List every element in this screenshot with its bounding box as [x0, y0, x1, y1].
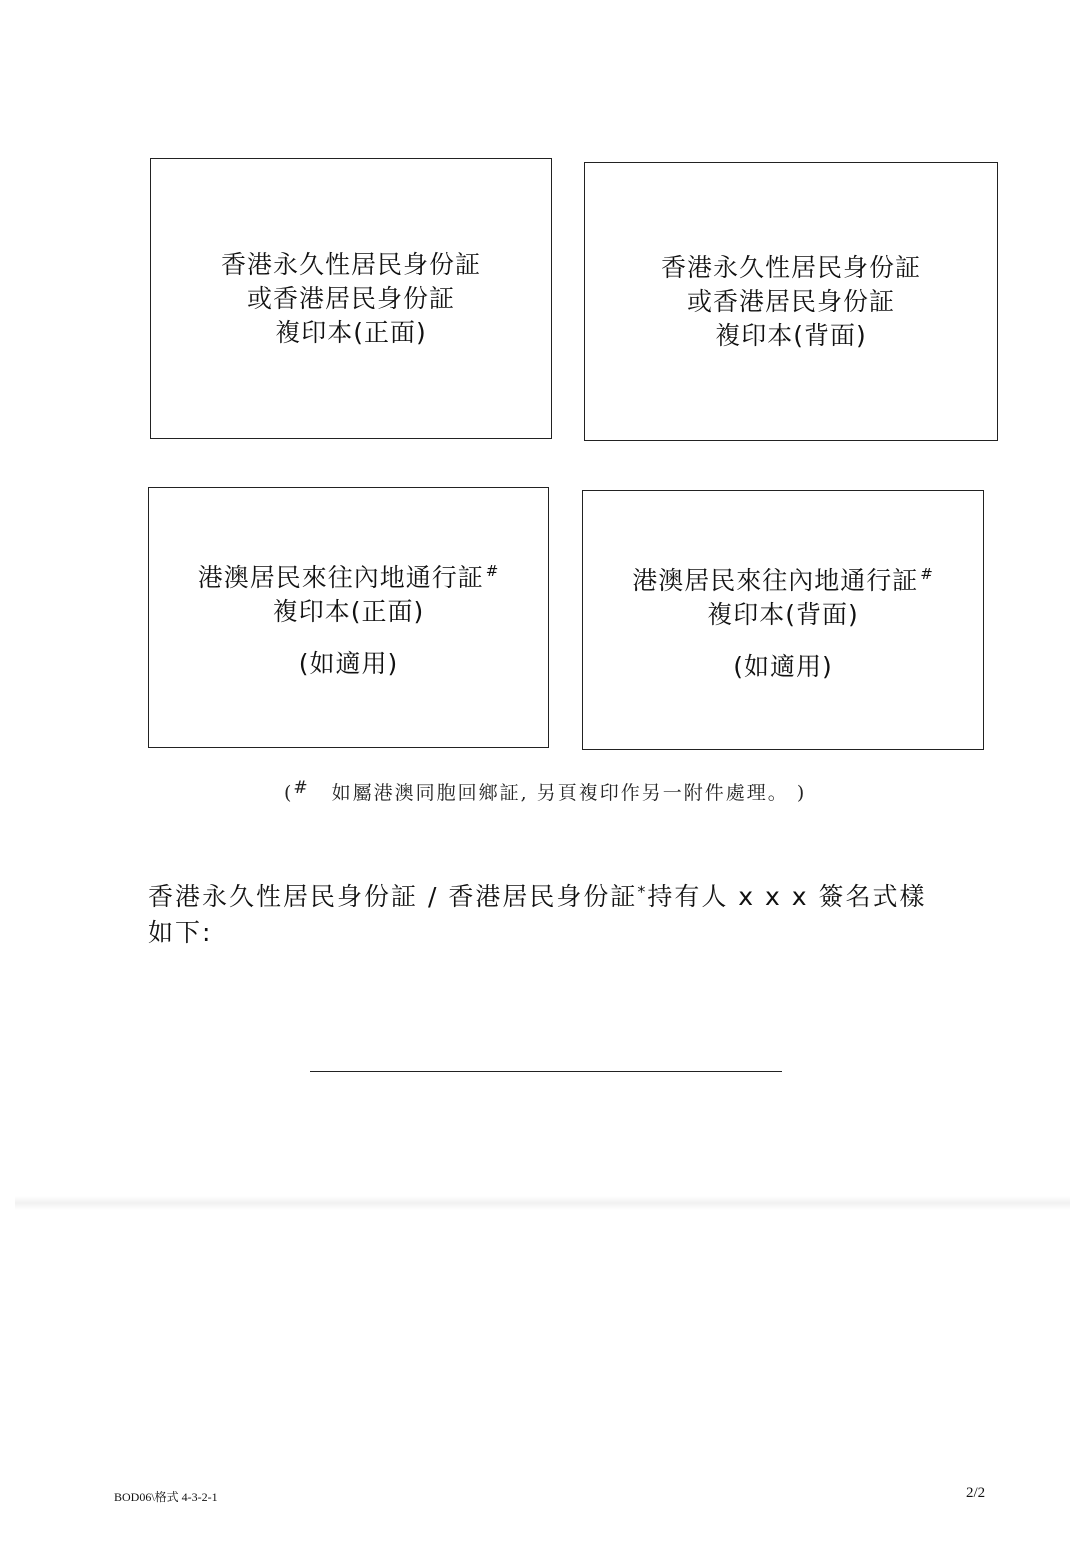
box-line: 複印本(背面): [707, 599, 859, 629]
box-line: 複印本(背面): [715, 320, 867, 350]
box-line-text: 港澳居民來往內地通行証: [632, 565, 919, 595]
hash-mark: #: [485, 562, 500, 580]
hash-mark: #: [293, 778, 310, 798]
box-line: 或香港居民身份証: [246, 283, 455, 313]
box-line: 香港永久性居民身份証: [220, 249, 481, 279]
signature-instruction: [148, 874, 998, 951]
scan-artifact: [15, 1196, 1070, 1210]
hkid-front-copy-box: [150, 158, 552, 439]
signature-line[interactable]: [310, 1071, 782, 1072]
box-line: (如適用): [733, 651, 833, 681]
asterisk-mark: *: [637, 882, 648, 901]
box-line: [198, 554, 500, 595]
box-line-text: 港澳居民來往內地通行証: [197, 563, 484, 592]
footnote-close-paren: ): [796, 782, 807, 804]
page-number: 2/2: [966, 1485, 986, 1501]
form-code: BOD06\格式 4-3-2-1: [114, 1490, 218, 1504]
hash-mark: #: [920, 564, 934, 583]
signature-line-2: 如下:: [148, 918, 213, 947]
box-line: 或香港居民身份証: [686, 286, 895, 316]
footnote-text: 如屬港澳同胞回鄉証, 另頁複印作另一附件處理。: [331, 782, 789, 804]
box-line: 香港永久性居民身份証: [660, 252, 921, 282]
footnote: [284, 778, 806, 805]
hkid-back-copy-box: [584, 162, 998, 441]
signature-text-part1: 香港永久性居民身份証 / 香港居民身份証: [148, 882, 638, 911]
signature-line-1: [148, 874, 998, 915]
permit-back-copy-box: [582, 490, 984, 750]
box-line: (如適用): [298, 649, 399, 678]
box-line: [632, 557, 934, 598]
permit-front-copy-box: [148, 487, 549, 748]
box-line: 複印本(正面): [272, 597, 425, 626]
signature-text-part2: 持有人 x x x 簽名式樣: [647, 882, 927, 911]
box-line: 複印本(正面): [275, 317, 427, 347]
footnote-open-paren: (: [284, 782, 294, 804]
